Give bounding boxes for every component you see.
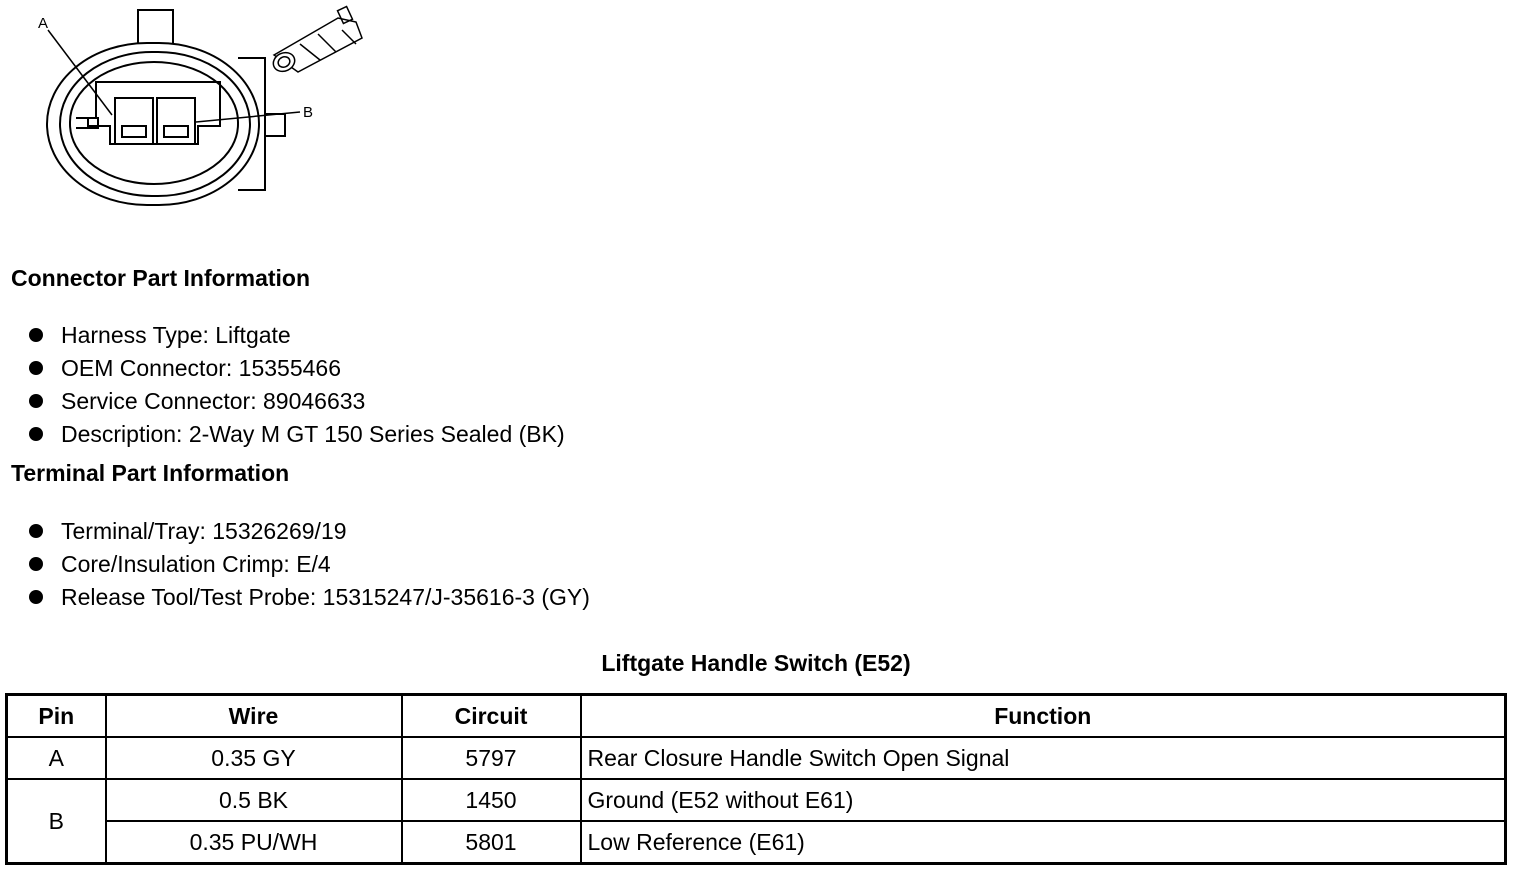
wire-cell: 0.35 PU/WH [106,821,402,864]
terminal-info-heading: Terminal Part Information [11,460,290,486]
column-header-wire: Wire [106,695,402,738]
list-item-text: Description: 2-Way M GT 150 Series Sealed (BK) [61,420,565,447]
bullet-icon [29,557,43,571]
circuit-cell: 1450 [402,779,581,821]
column-header-circuit: Circuit [402,695,581,738]
function-cell: Ground (E52 without E61) [581,779,1506,821]
bullet-icon [29,328,43,342]
circuit-cell: 5797 [402,737,581,779]
connector-info-list [29,318,565,450]
list-item [29,351,565,384]
list-item-text: Core/Insulation Crimp: E/4 [61,550,331,577]
table-row [7,779,1506,821]
wire-cell: 0.5 BK [106,779,402,821]
list-item [29,318,565,351]
column-header-function: Function [581,695,1506,738]
bullet-icon [29,590,43,604]
circuit-cell: 5801 [402,821,581,864]
list-item-text: Release Tool/Test Probe: 15315247/J-35616-3 (GY) [61,583,590,610]
list-item [29,547,590,580]
callout-a-label: A [38,15,49,32]
function-cell: Rear Closure Handle Switch Open Signal [581,737,1506,779]
callout-b-label: B [303,104,314,121]
wire-cell: 0.35 GY [106,737,402,779]
list-item-text: OEM Connector: 15355466 [61,354,342,381]
column-header-pin: Pin [7,695,106,738]
bullet-icon [29,524,43,538]
bullet-icon [29,427,43,441]
list-item-text: Harness Type: Liftgate [61,321,291,348]
bullet-icon [29,394,43,408]
table-title: Liftgate Handle Switch (E52) [601,650,911,676]
table-row [7,737,1506,779]
list-item-text: Service Connector: 89046633 [61,387,366,414]
table-header-row [7,695,1506,738]
connector-face-diagram [0,0,380,220]
function-cell: Low Reference (E61) [581,821,1506,864]
terminal-thumbnail [270,7,362,75]
bullet-icon [29,361,43,375]
pinout-table [5,693,1507,865]
connector-info-heading: Connector Part Information [11,265,311,291]
connector-lock-tab [138,10,173,46]
pin-cell: A [7,737,106,779]
list-item [29,580,590,613]
list-item [29,384,565,417]
list-item-text: Terminal/Tray: 15326269/19 [61,517,347,544]
list-item [29,417,565,450]
list-item [29,514,590,547]
pin-cell: B [7,779,106,864]
terminal-info-list [29,514,590,613]
connector-side-key [265,114,285,136]
table-row [7,821,1506,864]
